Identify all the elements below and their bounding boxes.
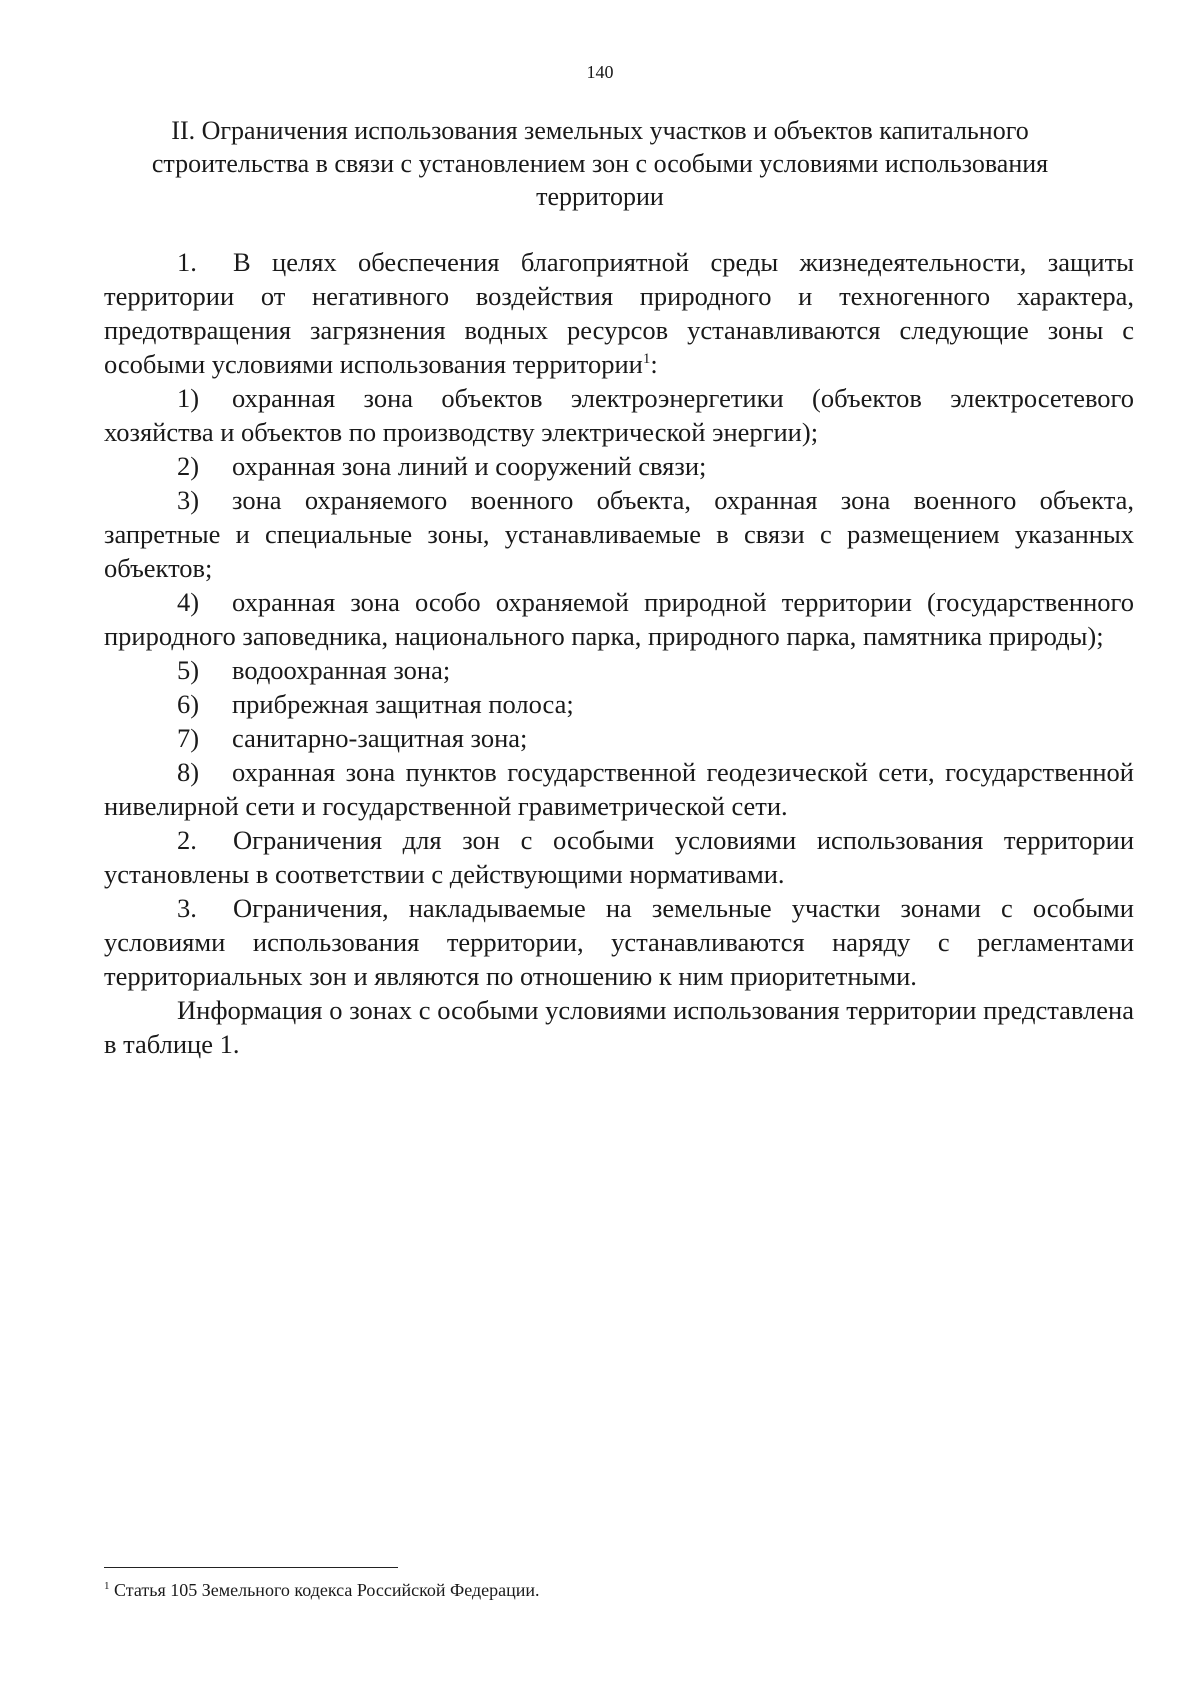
footnote-marker: 1 (104, 1580, 110, 1592)
list-item-number: 2) (177, 451, 200, 481)
paragraph-number: 2. (177, 825, 197, 855)
heading-line-1: II. Ограничения использования земельных участков и объектов капитального (171, 116, 1029, 145)
heading-line-2: строительства в связи с установлением зон с особыми условиями использования (151, 149, 1049, 178)
paragraph-number: 1. (177, 247, 197, 277)
list-item-text: прибрежная защитная полоса; (232, 689, 574, 719)
list-item-text: охранная зона пунктов государственной геодезической сети, государственной нивелирной сети и государственной гравиметрической сети. (104, 757, 1134, 821)
list-item (104, 653, 1134, 687)
list-item-number: 6) (177, 689, 200, 719)
document-body (104, 245, 1134, 1061)
section-heading (100, 114, 1100, 213)
list-item-number: 5) (177, 655, 200, 685)
list-item (104, 449, 1134, 483)
list-item-text: охранная зона особо охраняемой природной территории (государственного природного заповедника, национального парка, природного парка, памятника природы); (104, 587, 1134, 651)
paragraph-end: : (650, 349, 658, 379)
paragraph-text: Ограничения для зон с особыми условиями использования территории установлены в соответствии с действующими нормативами. (104, 825, 1134, 889)
list-item-number: 3) (177, 485, 200, 515)
footnote-text: Статья 105 Земельного кодекса Российской Федерации. (114, 1580, 540, 1600)
footnote-reference: 1 (642, 351, 651, 368)
list-item (104, 755, 1134, 823)
list-item-text: охранная зона линий и сооружений связи; (232, 451, 707, 481)
list-item-number: 4) (177, 587, 200, 617)
list-item (104, 721, 1134, 755)
heading-line-3: территории (536, 182, 664, 211)
list-item (104, 585, 1134, 653)
paragraph-number: 3. (177, 893, 197, 923)
paragraph-1 (104, 245, 1134, 381)
paragraph-text: В целях обеспечения благоприятной среды жизнедеятельности, защиты территории от негативного воздействия природного и техногенного характера, предотвращения загрязнения водных ресурсов устанавливаются следующие зоны с особыми условиями использования территории (104, 247, 1134, 379)
list-item-text: водоохранная зона; (232, 655, 451, 685)
list-item-number: 8) (177, 757, 200, 787)
list-item-text: санитарно-защитная зона; (232, 723, 528, 753)
list-item (104, 687, 1134, 721)
list-item-text: зона охраняемого военного объекта, охранная зона военного объекта, запретные и специальные зоны, устанавливаемые в связи с размещением указанных объектов; (104, 485, 1134, 583)
list-item-text: охранная зона объектов электроэнергетики (объектов электросетевого хозяйства и объектов по производству электрической энергии); (104, 383, 1134, 447)
list-item (104, 483, 1134, 585)
paragraph-2 (104, 823, 1134, 891)
footnote (104, 1579, 540, 1601)
list-item-number: 7) (177, 723, 200, 753)
list-item-number: 1) (177, 383, 200, 413)
paragraph-text: Ограничения, накладываемые на земельные участки зонами с особыми условиями использования территории, устанавливаются наряду с регламентами территориальных зон и являются по отношению к ним приоритетными. (104, 893, 1134, 991)
page-number: 140 (586, 62, 614, 82)
paragraph-3 (104, 891, 1134, 993)
footnote-divider (104, 1567, 398, 1568)
paragraph-4: Информация о зонах с особыми условиями использования территории представлена в таблице 1. (104, 995, 1134, 1059)
list-item (104, 381, 1134, 449)
